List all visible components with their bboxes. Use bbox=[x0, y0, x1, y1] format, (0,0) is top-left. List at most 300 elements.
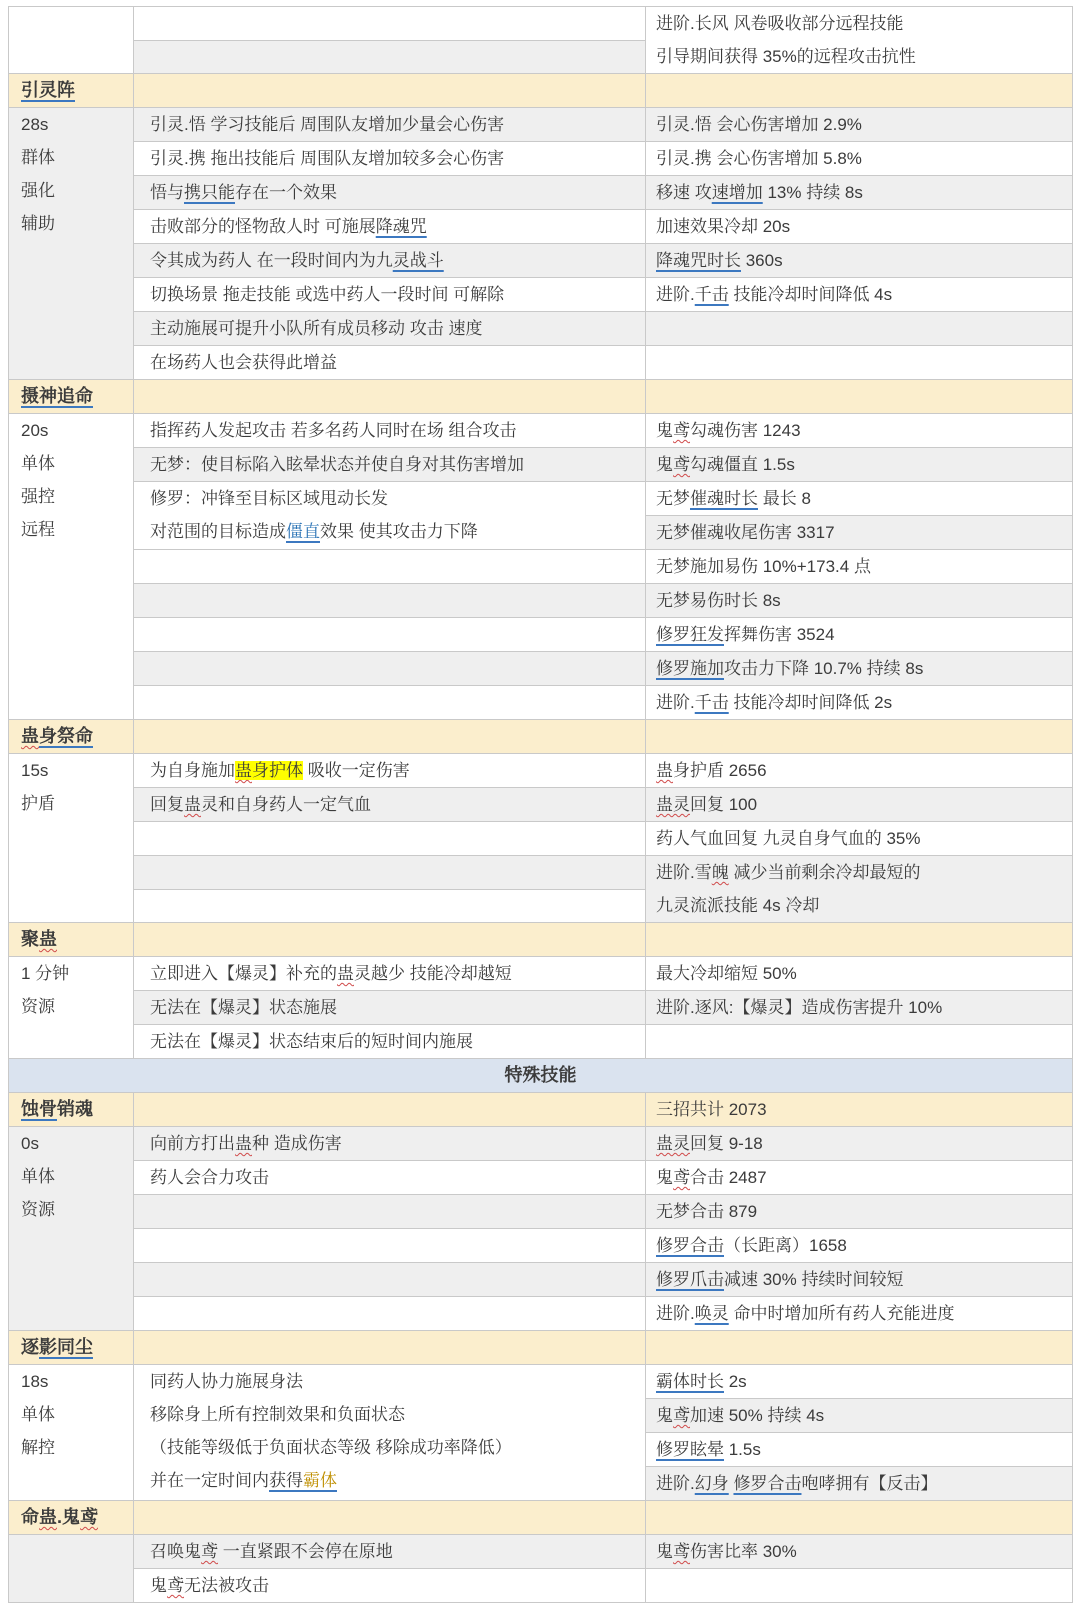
text-run: 无梦易伤时长 8s bbox=[656, 591, 781, 610]
section-title-cell[interactable] bbox=[9, 380, 134, 414]
table-row bbox=[9, 1365, 1073, 1399]
value-cell[interactable] bbox=[646, 1467, 1073, 1501]
text-run: 单体 bbox=[21, 1405, 55, 1424]
stats-cell[interactable] bbox=[9, 1535, 134, 1603]
text-run: 勾魂伤害 1243 bbox=[690, 421, 801, 440]
description-cell[interactable] bbox=[134, 74, 646, 108]
text-run: 进阶.雪 bbox=[656, 863, 712, 882]
description-cell[interactable] bbox=[134, 380, 646, 414]
text-run: 对范围的目标造成 bbox=[150, 522, 286, 541]
value-cell[interactable] bbox=[646, 1365, 1073, 1399]
value-cell[interactable] bbox=[646, 618, 1073, 652]
text-run: 逐 bbox=[21, 1337, 39, 1357]
text-run: 挥舞伤害 3524 bbox=[724, 625, 835, 644]
text-run: 引灵.携 拖出技能后 周围队友增加较多会心伤害 bbox=[150, 149, 505, 168]
text-run: 无梦催魂收尾伤害 3317 bbox=[656, 523, 835, 542]
text-run: 速增加 bbox=[711, 183, 763, 202]
value-cell[interactable] bbox=[646, 822, 1073, 856]
section-header-row bbox=[9, 1331, 1073, 1365]
value-cell[interactable] bbox=[646, 482, 1073, 516]
text-run: 魄 bbox=[711, 863, 729, 882]
text-run: 最大冷却缩短 50% bbox=[656, 964, 797, 983]
text-line bbox=[21, 174, 133, 207]
skills-table-body bbox=[9, 7, 1073, 1603]
text-run: 360s bbox=[741, 251, 783, 270]
description-cell[interactable] bbox=[134, 278, 646, 312]
text-run: 护盾 bbox=[21, 794, 55, 813]
table-row bbox=[9, 1569, 1073, 1603]
text-run: 回复 9-18 bbox=[690, 1134, 763, 1153]
description-cell[interactable] bbox=[134, 7, 646, 41]
text-run: 技能冷却时间降低 4s bbox=[728, 285, 893, 304]
description-cell[interactable] bbox=[134, 822, 646, 856]
text-line bbox=[21, 513, 133, 546]
description-cell[interactable] bbox=[134, 244, 646, 278]
stats-cell[interactable] bbox=[9, 957, 134, 1059]
text-run: 特殊技能 bbox=[504, 1065, 577, 1085]
text-run: 回复 bbox=[150, 795, 184, 814]
text-run: 修罗合击 bbox=[733, 1474, 802, 1493]
table-row bbox=[9, 482, 1073, 516]
text-run: 获得 bbox=[269, 1471, 303, 1490]
value-cell[interactable] bbox=[646, 686, 1073, 720]
description-cell[interactable] bbox=[134, 889, 646, 923]
text-run: 在场药人也会获得此增益 bbox=[150, 353, 337, 372]
text-run: 进阶. bbox=[656, 693, 695, 712]
group-title-cell[interactable] bbox=[9, 1059, 1073, 1093]
text-run: 九灵流派技能 4s 冷却 bbox=[656, 896, 820, 915]
text-run: 28s bbox=[21, 115, 49, 134]
text-run: （技能等级低于负面状态等级 移除成功率降低） bbox=[150, 1438, 512, 1457]
value-cell[interactable] bbox=[646, 108, 1073, 142]
text-run: 蛊 bbox=[656, 761, 673, 780]
text-run: 蛊 bbox=[235, 761, 252, 780]
text-run: 立即进入【爆灵】补充的 bbox=[150, 964, 337, 983]
value-cell[interactable] bbox=[646, 142, 1073, 176]
text-run: 引导期间获得 35%的远程攻击抗性 bbox=[656, 47, 916, 66]
description-cell[interactable] bbox=[134, 1501, 646, 1535]
description-cell[interactable] bbox=[134, 584, 646, 618]
value-cell[interactable] bbox=[646, 788, 1073, 822]
text-run: 蛊灵 bbox=[656, 1134, 690, 1153]
section-title-cell[interactable] bbox=[9, 1501, 134, 1535]
description-cell[interactable] bbox=[134, 448, 646, 482]
text-run: 鸢 bbox=[673, 455, 690, 474]
value-cell[interactable] bbox=[646, 1569, 1073, 1603]
text-run: 聚 bbox=[21, 929, 39, 949]
description-cell[interactable] bbox=[134, 686, 646, 720]
text-line bbox=[150, 515, 645, 548]
table-row bbox=[9, 991, 1073, 1025]
text-line bbox=[656, 40, 1072, 73]
text-line bbox=[656, 889, 1072, 922]
text-run: 蛊灵 bbox=[656, 795, 690, 814]
table-row bbox=[9, 957, 1073, 991]
text-run: 鸢 bbox=[673, 1168, 690, 1187]
text-run: 引灵阵 bbox=[21, 80, 75, 100]
text-run: 无梦合击 879 bbox=[656, 1202, 758, 1221]
text-run: 修罗爪击 bbox=[656, 1270, 724, 1289]
text-run: 蛊 bbox=[39, 1507, 57, 1527]
value-cell[interactable] bbox=[646, 176, 1073, 210]
value-cell[interactable] bbox=[646, 414, 1073, 448]
description-cell[interactable] bbox=[134, 550, 646, 584]
text-run: 进阶.逐风:【爆灵】造成伤害提升 10% bbox=[656, 998, 943, 1017]
text-run: 引灵.携 会心伤害增加 5.8% bbox=[656, 149, 862, 168]
text-run: 悟与 bbox=[150, 183, 184, 202]
value-cell[interactable] bbox=[646, 1263, 1073, 1297]
text-run: 资源 bbox=[21, 1200, 55, 1219]
description-cell[interactable] bbox=[134, 1229, 646, 1263]
value-cell[interactable] bbox=[646, 210, 1073, 244]
text-run: 修罗眩晕 bbox=[656, 1440, 724, 1459]
text-run: 吸收一定伤害 bbox=[303, 761, 410, 780]
text-run: 身护盾 2656 bbox=[673, 761, 767, 780]
text-run: 鬼 bbox=[656, 1542, 673, 1561]
description-cell[interactable] bbox=[134, 1569, 646, 1603]
text-line bbox=[21, 754, 133, 787]
group-band-row bbox=[9, 1059, 1073, 1093]
value-cell[interactable] bbox=[646, 1501, 1073, 1535]
value-cell[interactable] bbox=[646, 652, 1073, 686]
text-run: 最长 8 bbox=[758, 489, 811, 508]
value-cell[interactable] bbox=[646, 856, 1073, 923]
text-run: 击败部分的怪物敌人时 可施展 bbox=[150, 217, 376, 236]
text-run: 加速效果冷却 20s bbox=[656, 217, 791, 236]
text-run: 鸢 bbox=[673, 1542, 690, 1561]
table-row bbox=[9, 312, 1073, 346]
description-cell[interactable] bbox=[134, 754, 646, 788]
table-row bbox=[9, 1195, 1073, 1229]
text-run: 勾魂僵直 1.5s bbox=[690, 455, 795, 474]
text-run: 霸体时长 bbox=[656, 1372, 724, 1391]
text-run: 引灵.悟 学习技能后 周围队友增加少量会心伤害 bbox=[150, 115, 505, 134]
section-header-row bbox=[9, 1093, 1073, 1127]
text-run: 解控 bbox=[21, 1438, 55, 1457]
description-cell[interactable] bbox=[134, 176, 646, 210]
table-row bbox=[9, 142, 1073, 176]
text-run: 鸢 bbox=[167, 1576, 184, 1595]
text-run: 18s bbox=[21, 1372, 49, 1391]
text-run: 存在一个效果 bbox=[235, 183, 337, 202]
text-line bbox=[21, 1398, 133, 1431]
skills-table bbox=[8, 6, 1073, 1603]
value-cell[interactable] bbox=[646, 7, 1073, 74]
value-cell[interactable] bbox=[646, 1161, 1073, 1195]
section-title-cell[interactable] bbox=[9, 720, 134, 754]
value-cell[interactable] bbox=[646, 1297, 1073, 1331]
text-run: 降魂咒时长 bbox=[656, 251, 741, 270]
value-cell[interactable] bbox=[646, 278, 1073, 312]
text-run: 进阶. bbox=[656, 285, 695, 304]
text-line bbox=[656, 856, 1072, 889]
table-row bbox=[9, 176, 1073, 210]
description-cell[interactable] bbox=[134, 652, 646, 686]
text-line bbox=[21, 1127, 133, 1160]
text-run: 影同尘 bbox=[39, 1337, 93, 1357]
text-run: 召唤鬼 bbox=[150, 1542, 201, 1561]
text-run: 蛊 bbox=[184, 795, 201, 814]
table-row bbox=[9, 1297, 1073, 1331]
text-run: 鬼 bbox=[656, 1168, 673, 1187]
table-row bbox=[9, 414, 1073, 448]
text-run: 资源 bbox=[21, 997, 55, 1016]
description-cell[interactable] bbox=[134, 856, 646, 890]
text-run: 辅助 bbox=[21, 214, 55, 233]
value-cell[interactable] bbox=[646, 1229, 1073, 1263]
text-run: 单体 bbox=[21, 1167, 55, 1186]
text-run: 0s bbox=[21, 1134, 39, 1153]
section-header-row bbox=[9, 380, 1073, 414]
description-cell[interactable] bbox=[134, 1297, 646, 1331]
text-line bbox=[150, 1398, 645, 1431]
text-run: 强化 bbox=[21, 181, 55, 200]
value-cell[interactable] bbox=[646, 380, 1073, 414]
text-run: 鸢 bbox=[80, 1507, 99, 1527]
text-run: 唤灵 bbox=[694, 1304, 729, 1323]
value-cell[interactable] bbox=[646, 312, 1073, 346]
stats-cell[interactable] bbox=[9, 108, 134, 380]
description-cell[interactable] bbox=[134, 1331, 646, 1365]
text-run: 灵越少 技能冷却越短 bbox=[354, 964, 512, 983]
text-run: 鸢 bbox=[673, 421, 690, 440]
text-run: 攻击力下降 10.7% 持续 8s bbox=[724, 659, 924, 678]
text-run: 蛊 bbox=[337, 964, 354, 983]
text-run: 命中时增加所有药人充能进度 bbox=[728, 1304, 955, 1323]
description-cell[interactable] bbox=[134, 1025, 646, 1059]
text-run: 霸体 bbox=[303, 1471, 337, 1490]
text-run: 灵战斗 bbox=[392, 251, 444, 270]
text-line bbox=[21, 1160, 133, 1193]
text-run: 摄神追命 bbox=[21, 386, 93, 406]
text-run: 无梦 bbox=[656, 489, 690, 508]
text-line bbox=[21, 447, 133, 480]
text-run: 群体 bbox=[21, 148, 55, 167]
text-line bbox=[21, 108, 133, 141]
text-run: 技能冷却时间降低 2s bbox=[728, 693, 893, 712]
description-cell[interactable] bbox=[134, 312, 646, 346]
value-cell[interactable] bbox=[646, 244, 1073, 278]
text-run: 移除身上所有控制效果和负面状态 bbox=[150, 1405, 405, 1424]
description-cell[interactable] bbox=[134, 1093, 646, 1127]
text-run: 修罗：冲锋至目标区域甩动长发 bbox=[150, 489, 388, 508]
table-row bbox=[9, 278, 1073, 312]
value-cell[interactable] bbox=[646, 1433, 1073, 1467]
text-run: 蛊 bbox=[21, 726, 39, 746]
text-run: 僵直 bbox=[286, 522, 320, 541]
text-run: 销魂 bbox=[57, 1099, 93, 1119]
text-run: 修罗狂发 bbox=[656, 625, 724, 644]
text-run: 催魂时长 bbox=[690, 489, 758, 508]
value-cell[interactable] bbox=[646, 720, 1073, 754]
value-cell[interactable] bbox=[646, 1093, 1073, 1127]
text-line bbox=[21, 1431, 133, 1464]
text-run: 咆哮拥有【反击】 bbox=[801, 1474, 938, 1493]
text-run: 15s bbox=[21, 761, 49, 780]
description-cell[interactable] bbox=[134, 720, 646, 754]
table-row bbox=[9, 652, 1073, 686]
description-cell[interactable] bbox=[134, 482, 646, 550]
text-run: 千击 bbox=[694, 285, 729, 304]
description-cell[interactable] bbox=[134, 957, 646, 991]
text-run: 身祭命 bbox=[39, 726, 93, 746]
description-cell[interactable] bbox=[134, 1263, 646, 1297]
description-cell[interactable] bbox=[134, 108, 646, 142]
text-run: 减速 30% 持续时间较短 bbox=[724, 1270, 904, 1289]
stats-cell[interactable] bbox=[9, 754, 134, 923]
table-row bbox=[9, 856, 1073, 890]
table-row bbox=[9, 7, 1073, 41]
text-run: 鬼 bbox=[656, 455, 673, 474]
description-cell[interactable] bbox=[134, 991, 646, 1025]
text-run: 修罗施加 bbox=[656, 659, 724, 678]
value-cell[interactable] bbox=[646, 991, 1073, 1025]
section-header-row bbox=[9, 1501, 1073, 1535]
text-run: 1.5s bbox=[724, 1440, 761, 1459]
value-cell[interactable] bbox=[646, 448, 1073, 482]
text-run: 单体 bbox=[21, 454, 55, 473]
value-cell[interactable] bbox=[646, 1535, 1073, 1569]
section-header-row bbox=[9, 720, 1073, 754]
description-cell[interactable] bbox=[134, 210, 646, 244]
text-run: 无法被攻击 bbox=[184, 1576, 269, 1595]
text-run: 无梦施加易伤 10%+173.4 点 bbox=[656, 557, 871, 576]
text-run: 灵和自身药人一定气血 bbox=[201, 795, 371, 814]
table-row bbox=[9, 550, 1073, 584]
text-run: 降魂咒 bbox=[375, 217, 427, 236]
text-run: 回复 100 bbox=[690, 795, 758, 814]
description-cell[interactable] bbox=[134, 1365, 646, 1501]
value-cell[interactable] bbox=[646, 957, 1073, 991]
text-run: 同药人协力施展身法 bbox=[150, 1372, 303, 1391]
text-line bbox=[21, 207, 133, 240]
section-title-cell[interactable] bbox=[9, 74, 134, 108]
table-row bbox=[9, 1535, 1073, 1569]
text-run: 令其成为药人 在一段时间内为九 bbox=[150, 251, 393, 270]
text-line bbox=[150, 1431, 645, 1464]
value-cell[interactable] bbox=[646, 74, 1073, 108]
text-run: 进阶. bbox=[656, 1474, 695, 1493]
text-run: 无法在【爆灵】状态施展 bbox=[150, 998, 337, 1017]
text-run: 鬼 bbox=[150, 1576, 167, 1595]
description-cell[interactable] bbox=[134, 923, 646, 957]
text-run: 三招共计 2073 bbox=[656, 1100, 767, 1119]
value-cell[interactable] bbox=[646, 550, 1073, 584]
stats-cell[interactable] bbox=[9, 7, 134, 74]
description-cell[interactable] bbox=[134, 40, 646, 74]
description-cell[interactable] bbox=[134, 1195, 646, 1229]
text-run: 鬼 bbox=[656, 421, 673, 440]
text-run: （长距离）1658 bbox=[724, 1236, 847, 1255]
text-run: 修罗合击 bbox=[656, 1236, 724, 1255]
description-cell[interactable] bbox=[134, 346, 646, 380]
description-cell[interactable] bbox=[134, 1127, 646, 1161]
value-cell[interactable] bbox=[646, 1127, 1073, 1161]
table-row bbox=[9, 448, 1073, 482]
text-line bbox=[150, 1464, 645, 1497]
description-cell[interactable] bbox=[134, 788, 646, 822]
text-run: 命 bbox=[21, 1507, 39, 1527]
text-run: 指挥药人发起攻击 若多名药人同时在场 组合攻击 bbox=[150, 421, 517, 440]
table-row bbox=[9, 584, 1073, 618]
text-run: 13% 持续 8s bbox=[762, 183, 863, 202]
text-run: 千击 bbox=[694, 693, 729, 712]
text-run: 效果 使其攻击力下降 bbox=[320, 522, 478, 541]
text-line bbox=[21, 990, 133, 1023]
text-run: 移速 攻 bbox=[656, 183, 712, 202]
table-row bbox=[9, 108, 1073, 142]
text-run: 鬼 bbox=[656, 1406, 673, 1425]
value-cell[interactable] bbox=[646, 1331, 1073, 1365]
value-cell[interactable] bbox=[646, 1025, 1073, 1059]
description-cell[interactable] bbox=[134, 618, 646, 652]
text-run: 2s bbox=[724, 1372, 747, 1391]
description-cell[interactable] bbox=[134, 414, 646, 448]
text-run: 20s bbox=[21, 421, 49, 440]
text-line bbox=[21, 414, 133, 447]
text-line bbox=[21, 1365, 133, 1398]
stats-cell[interactable] bbox=[9, 414, 134, 720]
text-line bbox=[150, 1365, 645, 1398]
text-line bbox=[21, 957, 133, 990]
description-cell[interactable] bbox=[134, 142, 646, 176]
value-cell[interactable] bbox=[646, 754, 1073, 788]
text-run: 无法在【爆灵】状态结束后的短时间内施展 bbox=[150, 1032, 473, 1051]
value-cell[interactable] bbox=[646, 516, 1073, 550]
table-row bbox=[9, 788, 1073, 822]
text-line bbox=[21, 787, 133, 820]
value-cell[interactable] bbox=[646, 1399, 1073, 1433]
text-run: 携只能 bbox=[184, 183, 235, 202]
description-cell[interactable] bbox=[134, 1535, 646, 1569]
text-run: 鸢 bbox=[201, 1542, 218, 1561]
table-row bbox=[9, 686, 1073, 720]
table-row bbox=[9, 1161, 1073, 1195]
table-row bbox=[9, 1025, 1073, 1059]
table-row bbox=[9, 1127, 1073, 1161]
table-row bbox=[9, 618, 1073, 652]
text-run: 药人气血回复 九灵自身气血的 35% bbox=[656, 829, 921, 848]
text-run: 主动施展可提升小队所有成员移动 攻击 速度 bbox=[150, 319, 483, 338]
table-row bbox=[9, 822, 1073, 856]
stats-cell[interactable] bbox=[9, 1365, 134, 1501]
section-title-cell[interactable] bbox=[9, 1331, 134, 1365]
text-line bbox=[656, 7, 1072, 40]
text-run: 合击 2487 bbox=[690, 1168, 767, 1187]
text-run: 远程 bbox=[21, 520, 55, 539]
value-cell[interactable] bbox=[646, 584, 1073, 618]
text-run: 加速 50% 持续 4s bbox=[690, 1406, 825, 1425]
stats-cell[interactable] bbox=[9, 1127, 134, 1331]
section-header-row bbox=[9, 74, 1073, 108]
text-run: 为自身施加 bbox=[150, 761, 235, 780]
table-row bbox=[9, 346, 1073, 380]
text-run: 并在一定时间内 bbox=[150, 1471, 269, 1490]
section-title-cell[interactable] bbox=[9, 923, 134, 957]
description-cell[interactable] bbox=[134, 1161, 646, 1195]
text-line bbox=[21, 480, 133, 513]
text-run: 身护体 bbox=[252, 761, 303, 780]
table-row bbox=[9, 1229, 1073, 1263]
table-row bbox=[9, 210, 1073, 244]
text-run: 蚀骨 bbox=[21, 1099, 57, 1119]
section-title-cell[interactable] bbox=[9, 1093, 134, 1127]
value-cell[interactable] bbox=[646, 1195, 1073, 1229]
text-run: 蛊 bbox=[235, 1134, 252, 1153]
value-cell[interactable] bbox=[646, 346, 1073, 380]
text-run: 药人会合力攻击 bbox=[150, 1168, 269, 1187]
value-cell[interactable] bbox=[646, 923, 1073, 957]
